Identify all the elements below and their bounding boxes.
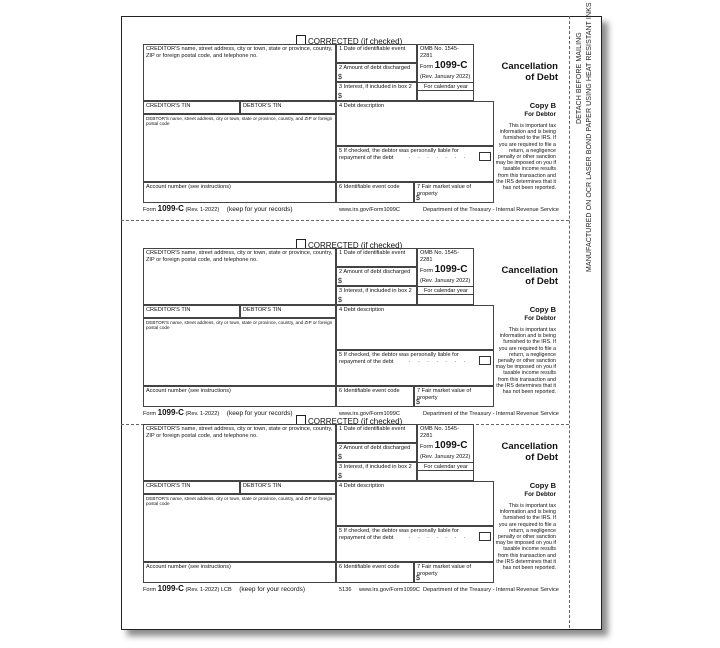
box6-label: 6 Identifiable event code (339, 388, 400, 394)
box7-label: 7 Fair market value of property (417, 564, 472, 577)
box3-label: 3 Interest, if included in box 2 (339, 84, 412, 90)
form-title (479, 441, 558, 463)
manufactured-text: MANUFACTURED ON OCR LASER BOND PAPER USING HEAT RESISTANT INKS (586, 2, 593, 272)
footer-code: 5136 (339, 587, 352, 593)
vertical-perforation (569, 16, 570, 628)
box1-date-field[interactable] (336, 424, 417, 443)
debtor-info-label: DEBTOR'S name, street address, city or town, state or province, country, and ZIP or foreign postal code (146, 320, 333, 331)
form-id (420, 264, 471, 275)
box4-label: 4 Debt description (339, 483, 385, 489)
box3-dollar: $ (338, 92, 342, 100)
box4-description-field[interactable] (336, 481, 494, 526)
form-1099c-3 (143, 415, 558, 613)
box1-label: 1 Date of identifiable event (339, 250, 406, 256)
notice-text: This is important tax information and is being furnished to the IRS. If you are required to file a return, a negligence penalty or other sanction may be imposed on you if taxable income results from this transaction and the IRS determines that it has not been reported. (495, 503, 556, 572)
box2-amount-field[interactable] (336, 63, 417, 82)
title-line1: Cancellation (501, 441, 558, 452)
creditor-info-field[interactable] (143, 248, 336, 305)
box6-event-code-field[interactable] (336, 562, 414, 583)
form-number: 1099-C (434, 440, 468, 451)
box5-label: 5 If checked, the debtor was personally liable for repayment of the debt (339, 352, 459, 365)
box7-dollar: $ (416, 194, 420, 202)
revision: (Rev. January 2022) (420, 277, 471, 284)
box5-checkbox[interactable] (479, 532, 491, 541)
box4-description-field[interactable] (336, 101, 494, 146)
footer-revision: (Rev. 1-2022) (185, 207, 220, 213)
account-label: Account number (see instructions) (146, 388, 231, 394)
footer-keep: (keep for your records) (226, 206, 293, 213)
calendar-year-label: For calendar year (424, 288, 468, 294)
footer-form-number: 1099-C (157, 584, 184, 593)
box5-liable-field (336, 146, 494, 182)
box3-dollar: $ (338, 296, 342, 304)
detach-text: DETACH BEFORE MAILING (576, 32, 583, 124)
box2-dollar: $ (338, 73, 342, 81)
box2-amount-field[interactable] (336, 443, 417, 462)
debtor-tin-label: DEBTOR'S TIN (243, 483, 282, 489)
form-footer-mid (339, 587, 420, 593)
creditor-info-label: CREDITOR'S name, street address, city or town, state or province, country, ZIP or foreign postal code, and telephone no. (146, 426, 333, 439)
box1-date-field[interactable] (336, 248, 417, 267)
box7-fmv-field[interactable] (414, 386, 494, 407)
box2-label: 2 Amount of debt discharged (339, 269, 411, 275)
account-number-field[interactable] (143, 182, 336, 203)
debtor-info-field[interactable] (143, 114, 336, 182)
box1-label: 1 Date of identifiable event (339, 46, 406, 52)
box7-fmv-field[interactable] (414, 182, 494, 203)
calendar-year-label: For calendar year (424, 84, 468, 90)
box5-dots: . . . . . . . (409, 154, 469, 160)
footer-keep: (keep for your records) (239, 586, 305, 593)
footer-dept: Department of the Treasury - Internal Revenue Service (423, 411, 559, 417)
box5-checkbox[interactable] (479, 152, 491, 161)
form-footer-left (143, 584, 305, 593)
form-word: Form (420, 268, 434, 274)
calendar-year-field[interactable] (417, 286, 474, 305)
debtor-tin-label: DEBTOR'S TIN (243, 307, 282, 313)
copy-b: Copy B (529, 101, 556, 110)
for-debtor: For Debtor (524, 315, 556, 322)
creditor-info-label: CREDITOR'S name, street address, city or town, state or province, country, ZIP or foreign postal code, and telephone no. (146, 250, 333, 263)
footer-form-word: Form (143, 411, 157, 417)
creditor-tin-field[interactable] (143, 101, 240, 114)
footer-form-word: Form (143, 587, 157, 593)
creditor-tin-field[interactable] (143, 305, 240, 318)
omb-number: OMB No. 1545-2281 (420, 250, 459, 263)
footer-form-number: 1099-C (157, 204, 184, 213)
box2-amount-field[interactable] (336, 267, 417, 286)
debtor-tin-field[interactable] (240, 101, 336, 114)
corrected-label: CORRECTED (if checked) (308, 37, 403, 46)
omb-number: OMB No. 1545-2281 (420, 46, 459, 59)
form-footer-mid (339, 207, 400, 213)
box3-label: 3 Interest, if included in box 2 (339, 464, 412, 470)
creditor-tin-field[interactable] (143, 481, 240, 494)
box2-dollar: $ (338, 453, 342, 461)
footer-url: www.irs.gov/Form1099C (339, 411, 400, 417)
box4-label: 4 Debt description (339, 103, 385, 109)
box2-dollar: $ (338, 277, 342, 285)
box3-interest-field[interactable] (336, 462, 417, 481)
copy-b: Copy B (529, 305, 556, 314)
form-footer-left (143, 204, 293, 213)
footer-form-number: 1099-C (157, 408, 184, 417)
for-debtor: For Debtor (524, 491, 556, 498)
title-line2: of Debt (525, 276, 558, 287)
form-title (479, 61, 558, 83)
box1-label: 1 Date of identifiable event (339, 426, 406, 432)
form-word: Form (420, 444, 434, 450)
footer-keep: (keep for your records) (226, 410, 293, 417)
box6-label: 6 Identifiable event code (339, 184, 400, 190)
account-label: Account number (see instructions) (146, 564, 231, 570)
calendar-year-field[interactable] (417, 82, 474, 101)
form-title (479, 265, 558, 287)
box6-label: 6 Identifiable event code (339, 564, 400, 570)
box7-fmv-field[interactable] (414, 562, 494, 583)
title-line2: of Debt (525, 72, 558, 83)
footer-revision: (Rev. 1-2022) (185, 411, 220, 417)
corrected-label: CORRECTED (if checked) (308, 417, 403, 426)
box5-label: 5 If checked, the debtor was personally liable for repayment of the debt (339, 148, 459, 161)
revision: (Rev. January 2022) (420, 453, 471, 460)
box3-label: 3 Interest, if included in box 2 (339, 288, 412, 294)
title-line2: of Debt (525, 452, 558, 463)
box1-date-field[interactable] (336, 44, 417, 63)
box5-liable-field (336, 350, 494, 386)
box7-label: 7 Fair market value of property (417, 388, 472, 401)
box3-interest-field[interactable] (336, 82, 417, 101)
creditor-tin-label: CREDITOR'S TIN (146, 307, 191, 313)
account-number-field[interactable] (143, 562, 336, 583)
creditor-info-field[interactable] (143, 44, 336, 101)
debtor-info-field[interactable] (143, 318, 336, 386)
debtor-tin-field[interactable] (240, 305, 336, 318)
box5-label: 5 If checked, the debtor was personally liable for repayment of the debt (339, 528, 459, 541)
footer-url: www.irs.gov/Form1099C (359, 587, 420, 593)
creditor-info-label: CREDITOR'S name, street address, city or town, state or province, country, ZIP or foreign postal code, and telephone no. (146, 46, 333, 59)
box7-label: 7 Fair market value of property (417, 184, 472, 197)
title-line1: Cancellation (501, 61, 558, 72)
debtor-tin-label: DEBTOR'S TIN (243, 103, 282, 109)
creditor-tin-label: CREDITOR'S TIN (146, 103, 191, 109)
form-number: 1099-C (434, 264, 468, 275)
revision: (Rev. January 2022) (420, 73, 471, 80)
box5-checkbox[interactable] (479, 356, 491, 365)
debtor-tin-field[interactable] (240, 481, 336, 494)
debtor-info-field[interactable] (143, 494, 336, 562)
footer-dept: Department of the Treasury - Internal Revenue Service (423, 587, 559, 593)
form-word: Form (420, 64, 434, 70)
box4-description-field[interactable] (336, 305, 494, 350)
box3-interest-field[interactable] (336, 286, 417, 305)
footer-lcb: LCB (220, 587, 232, 593)
box2-label: 2 Amount of debt discharged (339, 445, 411, 451)
footer-revision: (Rev. 1-2022) (185, 587, 220, 593)
creditor-tin-label: CREDITOR'S TIN (146, 483, 191, 489)
form-number: 1099-C (434, 60, 468, 71)
for-debtor: For Debtor (524, 111, 556, 118)
notice-text: This is important tax information and is being furnished to the IRS. If you are required to file a return, a negligence penalty or other sanction may be imposed on you if taxable income results from this transaction and the IRS determines that it has not been reported. (495, 327, 556, 396)
corrected-label: CORRECTED (if checked) (308, 241, 403, 250)
creditor-info-field[interactable] (143, 424, 336, 481)
box2-label: 2 Amount of debt discharged (339, 65, 411, 71)
footer-form-word: Form (143, 207, 157, 213)
title-line1: Cancellation (501, 265, 558, 276)
footer-url: www.irs.gov/Form1099C (339, 207, 400, 213)
box4-label: 4 Debt description (339, 307, 385, 313)
box3-dollar: $ (338, 472, 342, 480)
account-number-field[interactable] (143, 386, 336, 407)
box6-event-code-field[interactable] (336, 386, 414, 407)
form-1099c-2 (143, 239, 558, 437)
box7-dollar: $ (416, 574, 420, 582)
debtor-info-label: DEBTOR'S name, street address, city or town, state or province, country, and ZIP or foreign postal code (146, 496, 333, 507)
box5-dots: . . . . . . . (409, 358, 469, 364)
footer-dept: Department of the Treasury - Internal Revenue Service (423, 207, 559, 213)
box7-dollar: $ (416, 398, 420, 406)
calendar-year-label: For calendar year (424, 464, 468, 470)
box5-liable-field (336, 526, 494, 562)
form-id (420, 60, 471, 71)
box5-dots: . . . . . . . (409, 534, 469, 540)
form-1099c-1 (143, 35, 558, 233)
form-footer-right (423, 207, 559, 213)
form-id (420, 440, 471, 451)
copy-b: Copy B (529, 481, 556, 490)
form-footer-right (423, 587, 559, 593)
box6-event-code-field[interactable] (336, 182, 414, 203)
omb-number: OMB No. 1545-2281 (420, 426, 459, 439)
notice-text: This is important tax information and is being furnished to the IRS. If you are required to file a return, a negligence penalty or other sanction may be imposed on you if taxable income results from this transaction and the IRS determines that it has not been reported. (495, 123, 556, 192)
calendar-year-field[interactable] (417, 462, 474, 481)
debtor-info-label: DEBTOR'S name, street address, city or town, state or province, country, and ZIP or foreign postal code (146, 116, 333, 127)
account-label: Account number (see instructions) (146, 184, 231, 190)
